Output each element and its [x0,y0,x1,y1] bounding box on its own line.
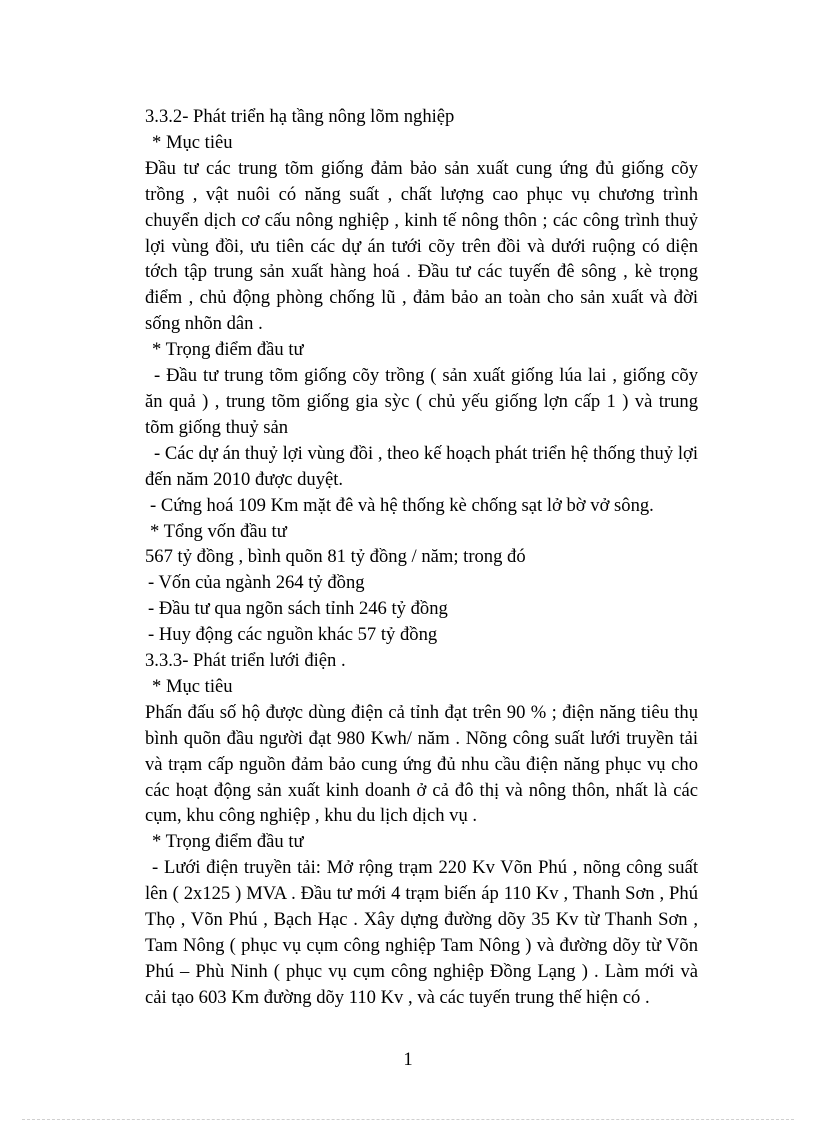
bullet-irrigation: - Các dự án thuỷ lợi vùng đồi , theo kế hoạch phát triển hệ thống thuỷ lợi đến năm 2010 được duyệt. [145,442,698,490]
bullet-sector-capital: - Vốn của ngành 264 tỷ đồng [148,572,365,594]
bullet-other-capital: - Huy động các nguồn khác 57 tỷ đồng [148,624,438,646]
page-bottom-divider [22,1119,794,1120]
document-body [145,104,698,1011]
subheading-objective: * Mục tiêu [152,131,233,153]
subheading-total-capital: * Tổng vốn đầu tư [150,520,287,542]
bullet-budget-capital: - Đầu tư qua ngõn sách tỉnh 246 tỷ đồng [148,598,448,620]
bullet-seed-centers: - Đầu tư trung tõm giống cõy trồng ( sản xuất giống lúa lai , giống cõy ăn quả ) , trung tõm giống gia sỳc ( chủ yếu giống lợn cấp 1 ) và trung tõm giống thuỷ sản [145,365,698,438]
page-number: 1 [403,1049,413,1070]
subheading-investment-focus: * Trọng điểm đầu tư [152,339,304,361]
subheading-objective-power: * Mục tiêu [152,675,233,697]
paragraph-objective-power: Phấn đấu số hộ được dùng điện cả tỉnh đạt trên 90 % ; điện năng tiêu thụ bình quõn đầu người đạt 980 Kwh/ năm . Nõng công suất lưới truyền tải và trạm cấp nguồn đảm bảo cung ứng đủ nhu cầu điện năng phục vụ cho các hoạt động sản xuất kinh doanh ở cả đô thị và nông thôn, nhất là các cụm, khu công nghiệp , khu du lịch dịch vụ . [145,701,698,827]
section-heading-3-3-2: 3.3.2- Phát triển hạ tầng nông lõm nghiệp [145,106,455,127]
bullet-dike-hardening: - Cứng hoá 109 Km mặt đê và hệ thống kè chống sạt lở bờ vở sông. [150,494,654,516]
bullet-transmission-grid: - Lưới điện truyền tải: Mở rộng trạm 220 Kv Võn Phú , nõng công suất lên ( 2x125 ) MVA . Đầu tư mới 4 trạm biến áp 110 Kv , Thanh Sơn , Phú Thọ , Võn Phú , Bạch Hạc . Xây dựng đường dõy 35 Kv từ Thanh Sơn , Tam Nông ( phục vụ cụm công nghiệp Tam Nông ) và đường dõy từ Võn Phú – Phù Ninh ( phục vụ cụm công nghiệp Đồng Lạng ) . Làm mới và cải tạo 603 Km đường dõy 110 Kv , và các tuyến trung thế hiện có . [145,857,698,1008]
subheading-investment-focus-power: * Trọng điểm đầu tư [152,831,304,853]
section-heading-3-3-3: 3.3.3- Phát triển lưới điện . [145,650,346,672]
paragraph-capital-total: 567 tỷ đồng , bình quõn 81 tỷ đồng / năm; trong đó [145,546,526,568]
paragraph-objective-agri: Đầu tư các trung tõm giống đảm bảo sản xuất cung ứng đủ giống cõy trồng , vật nuôi có năng suất , chất lượng cao phục vụ chương trình chuyển dịch cơ cấu nông nghiệp , kinh tế nông thôn ; các công trình thuỷ lợi vùng đồi, ưu tiên các dự án tưới cõy trên đồi và dưới ruộng có diện tớch tập trung sản xuất hàng hoá . Đầu tư các tuyến đê sông , kè trọng điểm , chủ động phòng chống lũ , đảm bảo an toàn cho sản xuất và đời sống nhõn dân . [145,157,698,335]
